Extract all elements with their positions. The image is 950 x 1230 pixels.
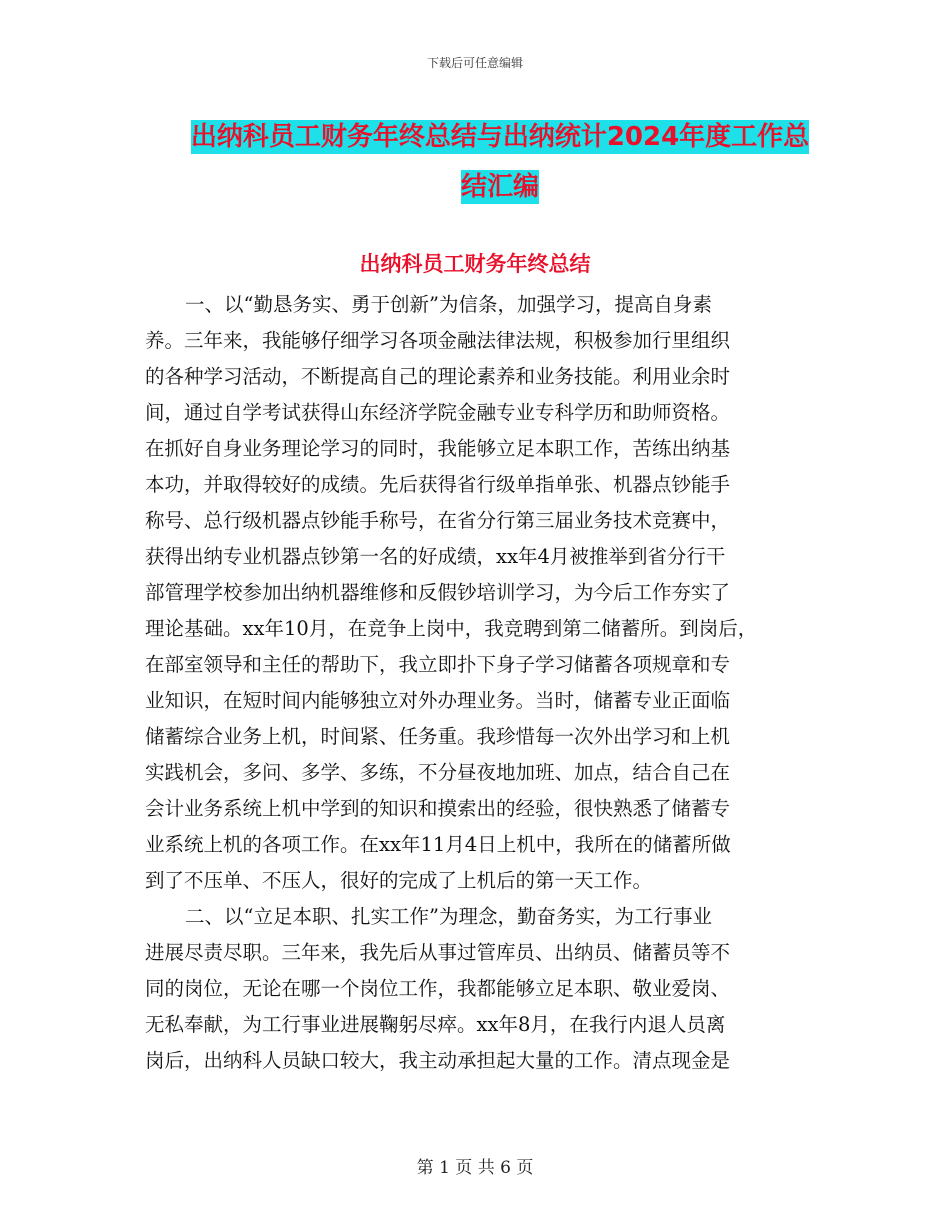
document-title (140, 112, 860, 212)
page-footer: 第 1 页 共 6 页 (416, 1158, 534, 1178)
paragraph-line: 一、以“勤恳务实、勇于创新”为信条，加强学习，提高自身素 (185, 293, 712, 316)
paragraph-line: 业知识，在短时间内能够独立对外办理业务。当时，储蓄专业正面临 (145, 689, 731, 712)
paragraph-line: 间，通过自学考试获得山东经济学院金融专业专科学历和助师资格。 (145, 401, 731, 424)
header-note: 下载后可任意编辑 (426, 56, 523, 70)
paragraph-line: 业系统上机的各项工作。在xx年11月4日上机中，我所在的储蓄所做 (145, 833, 731, 856)
paragraph-2 (145, 899, 825, 1079)
paragraph-line: 储蓄综合业务上机，时间紧、任务重。我珍惜每一次外出学习和上机 (145, 725, 731, 748)
paragraph-line: 同的岗位，无论在哪一个岗位工作，我都能够立足本职、敬业爱岗、 (145, 977, 731, 1000)
paragraph-line: 岗后，出纳科人员缺口较大，我主动承担起大量的工作。清点现金是 (145, 1049, 731, 1072)
paragraph-1 (145, 287, 825, 899)
paragraph-line: 养。三年来，我能够仔细学习各项金融法律法规，积极参加行里组织 (145, 329, 731, 352)
paragraph-line: 称号、总行级机器点钞能手称号，在省分行第三届业务技术竞赛中， (145, 509, 731, 532)
paragraph-line: 部管理学校参加出纳机器维修和反假钞培训学习，为今后工作夯实了 (145, 581, 731, 604)
paragraph-line: 实践机会，多问、多学、多练，不分昼夜地加班、加点，结合自己在 (145, 761, 731, 784)
paragraph-line: 本功，并取得较好的成绩。先后获得省行级单指单张、机器点钞能手 (145, 473, 731, 496)
title-line-1: 出纳科员工财务年终总结与出纳统计2024年度工作总 (190, 122, 810, 152)
paragraph-line: 进展尽责尽职。三年来，我先后从事过管库员、出纳员、储蓄员等不 (145, 941, 731, 964)
paragraph-line: 无私奉献，为工行事业进展鞠躬尽瘁。xx年8月，在我行内退人员离 (145, 1013, 726, 1036)
paragraph-line: 理论基础。xx年10月，在竞争上岗中，我竞聘到第二储蓄所。到岗后， (145, 617, 758, 640)
paragraph-line: 在抓好自身业务理论学习的同时，我能够立足本职工作，苦练出纳基 (145, 437, 731, 460)
body-text (145, 287, 825, 1079)
paragraph-line: 会计业务系统上机中学到的知识和摸索出的经验，很快熟悉了储蓄专 (145, 797, 731, 820)
section-title: 出纳科员工财务年终总结 (359, 252, 591, 276)
paragraph-line: 二、以“立足本职、扎实工作”为理念，勤奋务实，为工行事业 (185, 905, 712, 928)
paragraph-line: 到了不压单、不压人，很好的完成了上机后的第一天工作。 (145, 869, 653, 892)
paragraph-line: 在部室领导和主任的帮助下，我立即扑下身子学习储蓄各项规章和专 (145, 653, 731, 676)
paragraph-line: 获得出纳专业机器点钞第一名的好成绩，xx年4月被推举到省分行干 (145, 545, 726, 568)
paragraph-line: 的各种学习活动，不断提高自己的理论素养和业务技能。利用业余时 (145, 365, 731, 388)
title-line-2: 结汇编 (460, 172, 539, 202)
